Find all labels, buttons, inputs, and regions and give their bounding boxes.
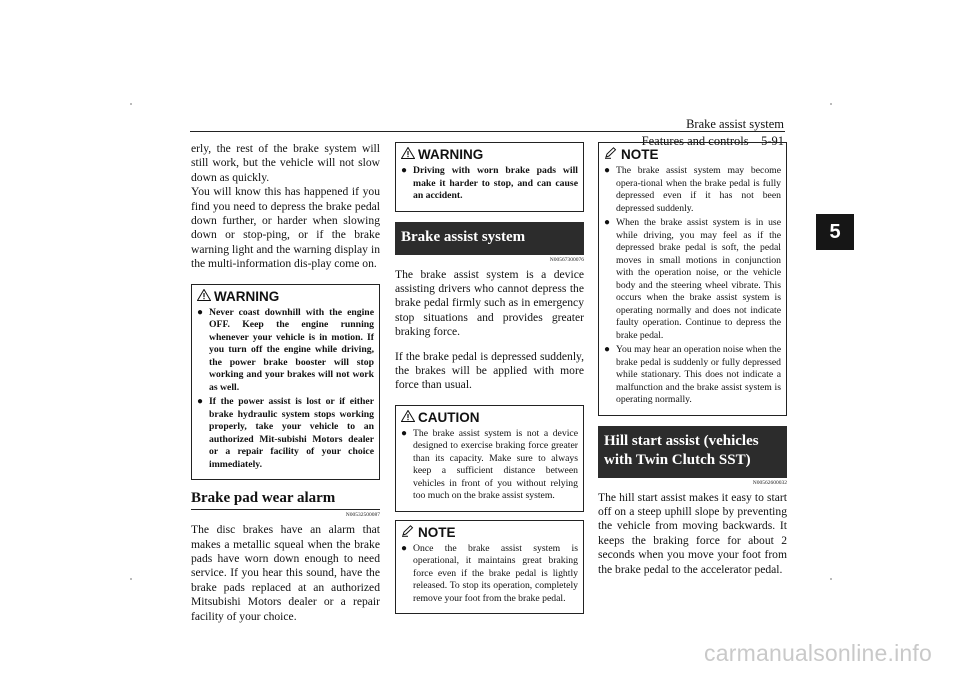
- warning-heading: WARNING: [197, 289, 374, 304]
- column-2: [395, 142, 584, 622]
- note-item: ● The brake assist system may become opera-tional when the brake pedal is fully depressed even if it has not been depressed suddenly.: [604, 165, 781, 214]
- col2-body2: If the brake pedal is depressed suddenly, the brakes will be applied with more force than usual.: [395, 349, 584, 392]
- warning-item: ● Driving with worn brake pads will make it harder to stop, and can cause an accident.: [401, 165, 578, 201]
- warning-item: ● If the power assist is lost or if either brake hydraulic system stops working properly, take your vehicle to an authorized Mit-subishi Motors dealer or a repair facility of your choice immediately.: [197, 396, 374, 470]
- header-rule: [190, 131, 785, 132]
- note-heading: NOTE: [401, 525, 578, 540]
- crop-mark: [830, 578, 832, 580]
- section-title-hill-start-assist: Hill start assist (vehicles with Twin Clutch SST): [598, 426, 787, 478]
- caution-box: [395, 405, 584, 512]
- caution-item: ● The brake assist system is not a device designed to exercise braking force greater than its capacity. Make sure to always keep a sufficient distance between vehicles in front of you without relying too much on the brake assist system.: [401, 427, 578, 502]
- warning-triangle-icon: [197, 289, 211, 304]
- watermark: carmanualsonline.info: [704, 640, 932, 666]
- page-number: 5-91: [761, 134, 784, 148]
- column-1: [191, 142, 380, 624]
- section-code: N00567300076: [549, 256, 584, 263]
- note-item: ● When the brake assist system is in use while driving, you may feel as if the depressed brake pedal is soft, the pedal moves in small motions in conjunction with the operation noise, or the vehicle body and the steering wheel vibrate. This occurs when the brake assist system is operating normally and does not indicate faulty operation. Continue to depress the brake pedal.: [604, 217, 781, 341]
- caution-heading: CAUTION: [401, 410, 578, 425]
- section-code: N00562600032: [752, 479, 787, 486]
- note-item: ● You may hear an operation noise when the brake pedal is suddenly or fully depressed while stationary. This does not indicate a malfunction and the brake assist system is operating normally.: [604, 344, 782, 405]
- col3-body: The hill start assist makes it easy to start off on a steep uphill slope by preventing the vehicle from moving backwards. It keeps the braking force for about 2 seconds when you move your foot from the brake pedal to the accelerator pedal.: [598, 490, 787, 576]
- note-heading: NOTE: [604, 147, 781, 162]
- col1-body: The disc brakes have an alarm that makes a metallic squeal when the brake pads have worn down enough to need service. If you hear this sound, have the brake pads replaced at an authorized Mitsubishi Motors dealer or a repair facility of your choice.: [191, 523, 380, 623]
- chapter-tab: 5: [816, 214, 854, 250]
- warning-item: ● Never coast downhill with the engine OFF. Keep the engine running whenever your vehicle is in motion. If you turn off the engine while driving, the power brake booster will stop working and your brakes will not work as well.: [197, 306, 374, 393]
- col1-intro2: You will know this has happened if you find you need to depress the brake pedal down further, or harder when slowing down or stop-ping, or if the brake warning light and the warning display in the multi-information dis-play come on.: [191, 185, 380, 271]
- warning-triangle-icon: [401, 147, 415, 162]
- crop-mark: [130, 578, 132, 580]
- col1-intro: erly, the rest of the brake system will still work, but the vehicle will not slow down as quickly.: [191, 142, 380, 184]
- section-code: N00532500087: [345, 512, 380, 519]
- crop-mark: [830, 103, 832, 105]
- section-rule: [191, 509, 380, 510]
- column-3: [598, 142, 787, 577]
- caution-triangle-icon: [401, 410, 415, 425]
- section-title-brake-pad-wear-alarm: Brake pad wear alarm: [191, 490, 336, 507]
- note-pencil-icon: [604, 147, 618, 162]
- section-title-brake-assist-system: Brake assist system: [395, 222, 584, 255]
- note-box: [395, 520, 584, 615]
- page-label: Features and controls: [641, 134, 749, 148]
- warning-heading: WARNING: [401, 147, 578, 162]
- col2-body1: The brake assist system is a device assisting drivers who cannot depress the brake pedal firmly such as in emergency stop situations and provides greater braking force.: [395, 267, 584, 339]
- crop-mark: [130, 103, 132, 105]
- note-pencil-icon: [401, 525, 415, 540]
- note-box: [598, 142, 787, 416]
- header-section-title: Brake assist system: [686, 117, 784, 131]
- warning-box: [395, 142, 584, 212]
- warning-box: [191, 284, 380, 481]
- note-item: ● Once the brake assist system is operational, it maintains great braking force even if the brake pedal is lightly released. To stop its operation, completely remove your foot from the brake pedal.: [401, 542, 578, 604]
